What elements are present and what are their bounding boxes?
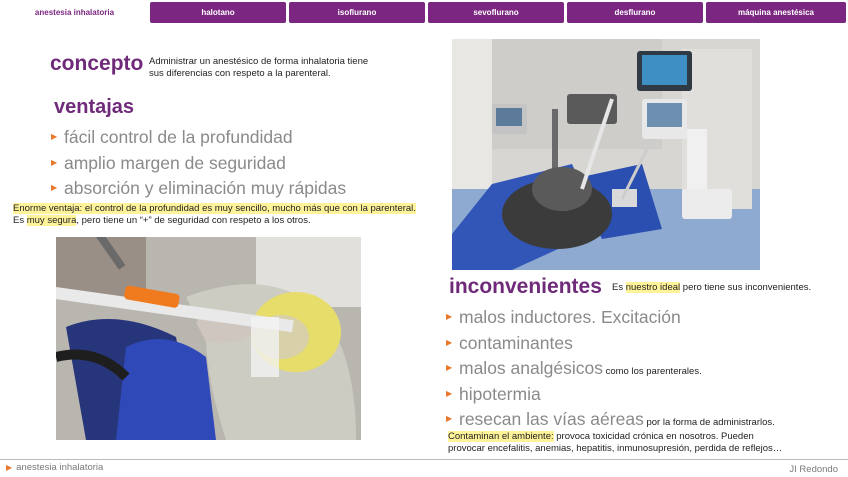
bullet-arrow-icon: ▶: [446, 414, 453, 423]
ventajas-list: [51, 126, 346, 203]
ventajas-item-text: fácil control de la profundidad: [64, 127, 293, 147]
inconvenientes-note: Contaminan el ambiente: provoca toxicidad crónica en nosotros. Pueden provocar encefalitis, anemias, hepatitis, inmunosupresión, perdida de reflejos…: [448, 431, 783, 454]
list-item: ▶ resecan las vías aéreas por la forma de administrarlos.: [446, 409, 775, 429]
list-item: ▶ malos analgésicos como los parenterales.: [446, 358, 702, 378]
ventajas-note: [13, 203, 416, 227]
concepto-text: [149, 56, 368, 80]
concepto-heading: concepto: [50, 52, 144, 75]
operating-room-photo: [452, 39, 760, 270]
bullet-arrow-icon: ▶: [446, 337, 453, 347]
ventajas-note-line1: Enorme ventaja: el control de la profundidad es muy sencillo, mucho más que con la parenteral.: [13, 203, 416, 214]
bird-intubation-photo: [56, 237, 361, 440]
tab-sevoflurano[interactable]: sevoflurano: [428, 2, 564, 23]
list-item: ▶ contaminantes: [446, 332, 573, 353]
list-item: [51, 126, 346, 152]
list-item: [51, 152, 346, 178]
ventajas-item-text: absorción y eliminación muy rápidas: [64, 178, 347, 198]
tab-maquina-anestesica[interactable]: máquina anestésica: [706, 2, 846, 23]
footer-link[interactable]: [6, 462, 103, 473]
tab-isoflurano[interactable]: isoflurano: [289, 2, 425, 23]
ventajas-heading: ventajas: [54, 96, 135, 118]
inconvenientes-heading: inconvenientes: [449, 275, 602, 298]
footer-divider: [0, 459, 848, 460]
bullet-arrow-icon: ▶: [446, 363, 453, 372]
ventajas-item-text: amplio margen de seguridad: [64, 152, 286, 173]
concepto-text-line2: sus diferencias con respeto a la parenteral.: [149, 68, 331, 79]
bullet-arrow-icon: ▶: [51, 132, 58, 141]
ventajas-note-line2: Es muy segura, pero tiene un “+” de seguridad con respeto a los otros.: [13, 215, 311, 226]
tab-anestesia-inhalatoria[interactable]: anestesia inhalatoria: [1, 2, 148, 23]
bullet-arrow-icon: ▶: [51, 183, 58, 192]
play-arrow-icon: ▶: [6, 463, 13, 472]
footer-left-text: anestesia inhalatoria: [16, 462, 104, 473]
list-item: [51, 177, 346, 203]
bullet-arrow-icon: ▶: [446, 388, 453, 398]
list-item: ▶ malos inductores. Excitación: [446, 307, 681, 327]
inconvenientes-intro: Es nuestro ideal pero tiene sus inconvenientes.: [612, 282, 812, 293]
inconvenientes-list: [446, 306, 775, 434]
bullet-arrow-icon: ▶: [51, 157, 58, 167]
tab-halotano[interactable]: halotano: [150, 2, 286, 23]
list-item: ▶ hipotermia: [446, 383, 541, 404]
top-tab-bar: [0, 0, 848, 24]
bullet-arrow-icon: ▶: [446, 312, 453, 321]
concepto-text-line1: Administrar un anestésico de forma inhalatoria tiene: [149, 56, 369, 67]
footer-author: JI Redondo: [789, 464, 838, 475]
tab-desflurano[interactable]: desflurano: [567, 2, 703, 23]
